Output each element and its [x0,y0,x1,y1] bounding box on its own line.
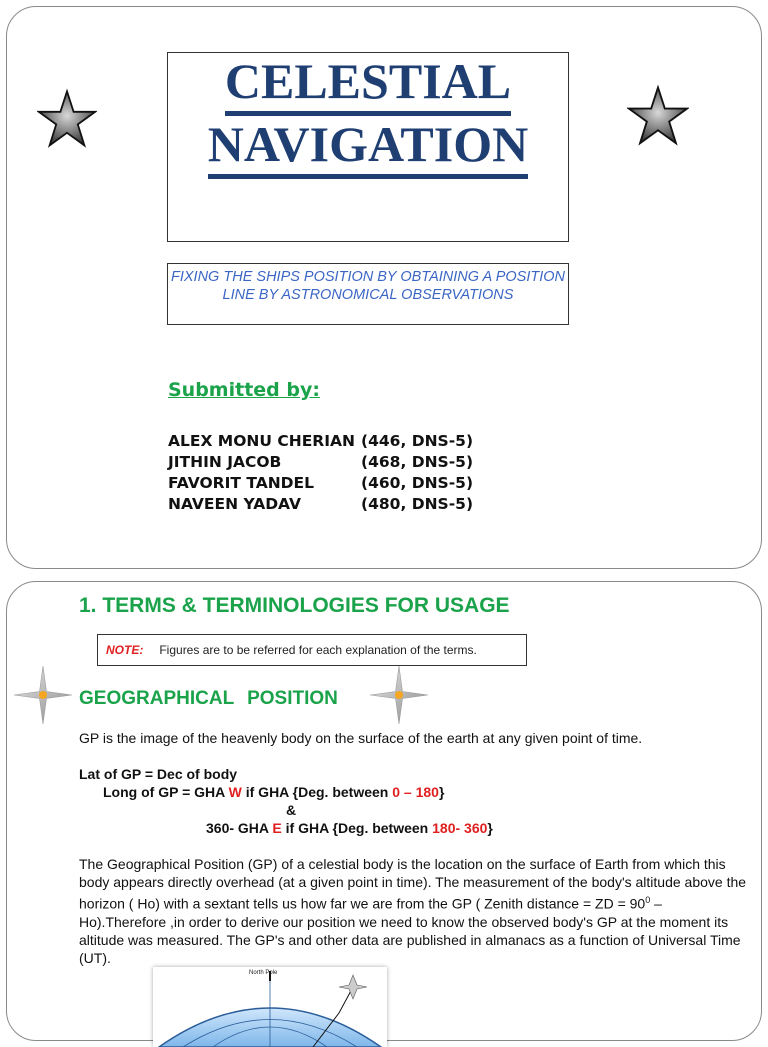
list-item: JITHIN JACOB (468, DNS-5) [168,453,474,471]
formula-lat: Lat of GP = Dec of body [79,766,238,782]
note-box [97,634,527,666]
globe-figure [153,967,387,1047]
title-line-1: CELESTIAL [225,53,511,116]
gp-definition: GP is the image of the heavenly body on the surface of the earth at any given point of time. [79,730,643,746]
globe-diagram [153,967,387,1047]
formula-long: Long of GP = GHA W if GHA {Deg. between 0 – 180} [103,784,445,800]
title-slide [6,6,762,569]
title-line-2: NAVIGATION [208,116,528,179]
submitted-by-label: Submitted by: [168,379,320,401]
note-label: NOTE: [106,643,144,657]
compass-star-icon [13,666,73,724]
title-box [167,52,569,242]
list-item: FAVORIT TANDEL (460, DNS-5) [168,474,474,492]
terms-slide [6,581,762,1041]
section-heading: 1. TERMS & TERMINOLOGIES FOR USAGE [79,594,510,617]
gp-heading: GEOGRAPHICAL POSITION [79,688,338,709]
subtitle-box: FIXING THE SHIPS POSITION BY OBTAINING A POSITION LINE BY ASTRONOMICAL OBSERVATIONS [167,263,569,325]
star-icon [37,87,97,151]
figure-label: North Pole [249,970,278,976]
formula-alt: 360- GHA E if GHA {Deg. between 180- 360} [206,820,493,836]
star-icon [627,83,689,149]
list-item: NAVEEN YADAV (480, DNS-5) [168,495,474,513]
note-text: Figures are to be referred for each explanation of the terms. [159,643,477,657]
gp-paragraph: The Geographical Position (GP) of a celestial body is the location on the surface of Earth from which this body appears directly overhead (at a given point in time). The measurement of the body's altitude above the horizon ( Ho) with a sextant tells us how far we are from the GP ( Zenith distance = ZD = $90^0$ – Ho).Therefore ,in order to derive our position we need to know the observed body's GP at the moment its altitude was measured. The GP's and other data are published in almanacs as a function of Universal Time (UT). [79,856,747,966]
member-list [168,431,473,515]
formula-and: & [286,802,297,818]
compass-star-icon [369,666,429,724]
list-item: ALEX MONU CHERIAN (446, DNS-5) [168,432,474,450]
